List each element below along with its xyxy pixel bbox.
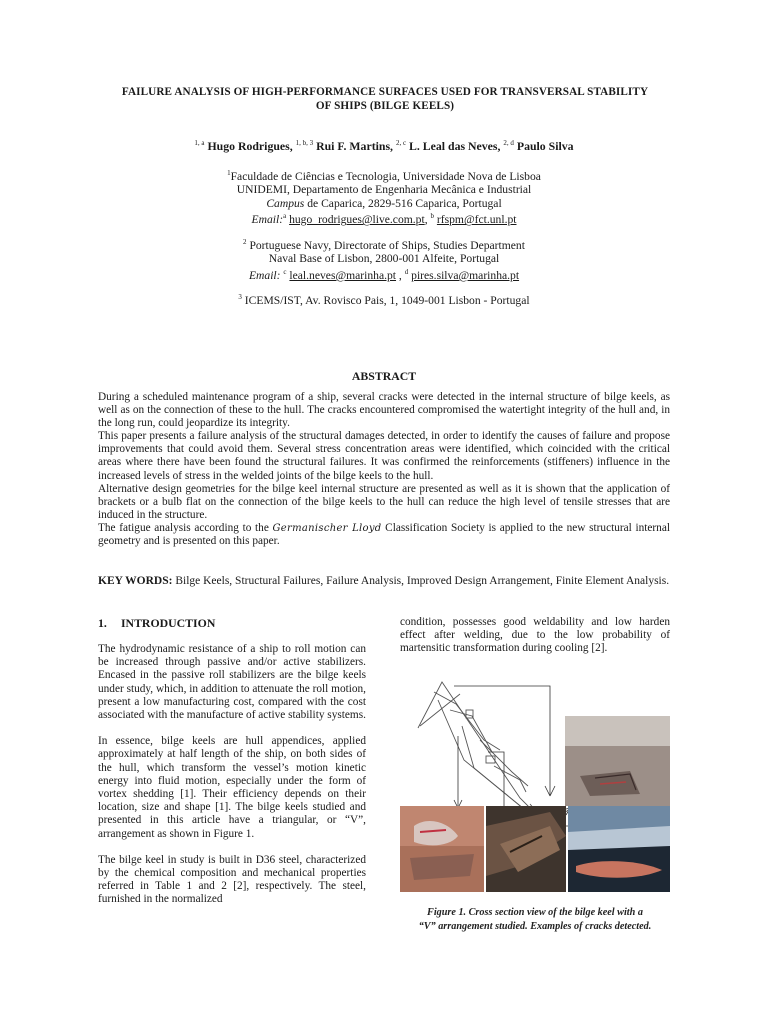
title-line-2: OF SHIPS (BILGE KEELS)	[315, 100, 455, 112]
keywords-label: KEY WORDS:	[98, 575, 173, 587]
figure-caption-line-2: “V” arrangement studied. Examples of cracks detected.	[418, 921, 652, 932]
section-1-heading	[98, 616, 215, 631]
abstract-paragraph-4	[98, 522, 670, 548]
author-2: Rui F. Martins,	[316, 139, 393, 153]
right-column	[400, 616, 670, 669]
author-list	[100, 139, 668, 154]
email-a-mark: a	[283, 212, 287, 221]
crack-photo-4	[568, 806, 670, 892]
abstract-p4-start: The fatigue analysis according to the	[98, 521, 273, 534]
email-b-mark: b	[430, 212, 434, 221]
email-c-link[interactable]: leal.neves@marinha.pt	[289, 268, 397, 282]
campus-label: Campus	[266, 196, 305, 210]
affiliation-2-line-1: Portuguese Navy, Directorate of Ships, Studies Department	[249, 238, 525, 252]
figure-1	[400, 676, 670, 892]
author-1: Hugo Rodrigues,	[207, 139, 293, 153]
email-b-link[interactable]: rfspm@fct.unl.pt	[436, 213, 517, 227]
campus-address: de Caparica, 2829-516 Caparica, Portugal	[304, 196, 502, 210]
left-column	[98, 643, 366, 920]
paper-title	[95, 85, 675, 113]
intro-paragraph-1: The hydrodynamic resistance of a ship to roll motion can be increased through passive and/or active stabilizers. Encased in the passive roll stabilizers are the bilge keels under study, which, in addition to attenuate the roll motion, present a low manufacturing cost, compared with the cost associated with the manufacture of active stability systems.	[98, 643, 366, 722]
crack-photo-3	[486, 806, 566, 892]
affiliation-2-mark: 2	[243, 238, 247, 246]
email-label-2: Email:	[248, 268, 281, 282]
abstract-body	[98, 391, 670, 548]
intro-paragraph-2: In essence, bilge keels are hull appendices, applied approximately at half length of the ship, on both sides of the hull, which transform the vessel’s motion kinetic energy into fluid motion, especially under the form of vortex shedding [1]. Their efficiency depends on their location, size and shape [1]. The bilge keels studied and presented in this article have a triangular, or “V”, arrangement as shown in Figure 1.	[98, 735, 366, 840]
email-d-link[interactable]: pires.silva@marinha.pt	[411, 268, 520, 282]
figure-caption-line-1: Figure 1. Cross section view of the bilge keel with a	[427, 907, 643, 918]
figure-1-caption	[400, 906, 670, 934]
section-1-number: 1.	[98, 616, 107, 630]
crack-photo-1	[565, 716, 670, 806]
abstract-heading: ABSTRACT	[351, 369, 417, 383]
email-a-link[interactable]: hugo_rodrigues@live.com.pt	[289, 213, 425, 227]
affiliation-1-line-1: Faculdade de Ciências e Tecnologia, Universidade Nova de Lisboa	[230, 169, 541, 183]
intro-paragraph-3: The bilge keel in study is built in D36 steel, characterized by the chemical composition and mechanical properties referred in Table 1 and 2 [2], respectively. The steel, furnished in the normalized	[98, 853, 366, 906]
abstract-p4-society: Germanischer Lloyd	[272, 522, 382, 534]
email-c-mark: c	[283, 267, 287, 276]
author-4: Paulo Silva	[516, 139, 574, 153]
right-column-paragraph-1: condition, possesses good weldability and low harden effect after welding, due to the low probability of martensitic transformation during cooling [2].	[400, 616, 670, 655]
author-2-affil: 1, b, 3	[295, 139, 314, 148]
author-4-affil: 2, d	[503, 139, 514, 148]
affiliation-1-mark: 1	[227, 169, 231, 177]
author-3: L. Leal das Neves,	[409, 139, 501, 153]
email-d-mark: d	[404, 267, 409, 276]
abstract-p4-end: Classification Society is applied to the new structural internal geometry and is presented on this paper.	[98, 521, 670, 548]
affiliation-1: $^1$Faculdade de Ciências e Tecnologia, Universidade Nova de Lisboa UNIDEMI, Departamento de Engenharia Mecânica e Industrial Campus de Caparica, 2829-516 Caparica, Portugal Email:$^a$ hugo_rodrigues@live.com.pt, $^b$ rfspm@fct.unl.pt	[100, 167, 668, 227]
affiliation-2: $^2$ Portuguese Navy, Directorate of Ships, Studies Department Naval Base of Lisbon, 2800-001 Alfeite, Portugal Email: $^c$ leal.neves@marinha.pt , $^d$ pires.silva@marinha.pt	[100, 236, 668, 282]
email-label-1: Email:	[251, 213, 284, 227]
affiliation-3-line-1: ICEMS/IST, Av. Rovisco Pais, 1, 1049-001 Lisbon - Portugal	[244, 293, 530, 307]
author-3-affil: 2, c	[395, 139, 407, 148]
abstract-paragraph-3: Alternative design geometries for the bilge keel internal structure are presented as well as it is shown that the application of brackets or a bulb flat on the connection of the bilge keels to the hull can reduce the high level of tensile stresses that are induced in the structure.	[98, 482, 670, 521]
abstract-paragraph-2: This paper presents a failure analysis of the structural damages detected, in order to identify the causes of failure and propose improvements that could avoid them. Several stress concentration areas were identified, which coincided with the critical areas where there have been found the structural failures. It was confirmed the reinforcements (stiffeners) influence in the increased levels of stress in the welded joints of the bilge keels to the hull.	[98, 430, 670, 482]
affiliation-2-line-2: Naval Base of Lisbon, 2800-001 Alfeite, Portugal	[268, 252, 500, 266]
affiliation-3	[100, 291, 668, 307]
crack-photo-2	[400, 806, 484, 892]
author-1-affil: 1, a	[194, 139, 205, 148]
affiliation-1-line-2: UNIDEMI, Departamento de Engenharia Mecânica e Industrial	[236, 183, 532, 197]
title-line-1: FAILURE ANALYSIS OF HIGH-PERFORMANCE SURFACES USED FOR TRANSVERSAL STABILITY	[121, 86, 649, 98]
keywords-list: Bilge Keels, Structural Failures, Failure Analysis, Improved Design Arrangement, Finite Element Analysis.	[172, 575, 670, 587]
keywords	[98, 575, 670, 589]
section-1-title: INTRODUCTION	[120, 616, 216, 630]
affiliation-3-mark: 3	[238, 293, 242, 301]
abstract-paragraph-1: During a scheduled maintenance program of a ship, several cracks were detected in the internal structure of bilge keels, as well as on the connection of these to the hull. The cracks encountered compromised the watertight integrity of the hull and, in the long run, could jeopardize its integrity.	[98, 391, 670, 430]
